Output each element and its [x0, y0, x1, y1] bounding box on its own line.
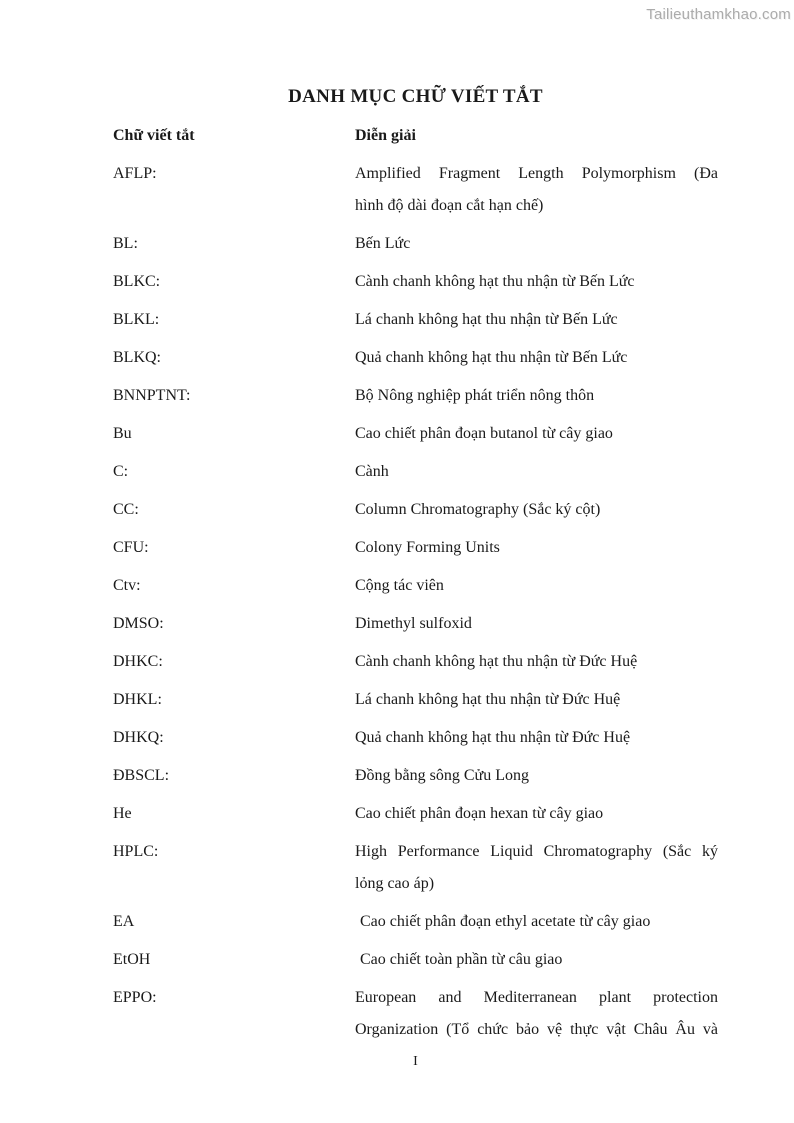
table-row: [113, 304, 718, 336]
table-row: [113, 532, 718, 564]
table-row: [113, 798, 718, 830]
description-cell: [355, 570, 718, 602]
table-row: [113, 760, 718, 792]
abbreviation-cell: BL:: [113, 235, 138, 252]
abbreviation-cell: CC:: [113, 501, 139, 518]
table-row: [113, 158, 718, 222]
description-cell: [355, 494, 718, 526]
table-row: [113, 722, 718, 754]
description-line: Quả chanh không hạt thu nhận từ Bến Lức: [355, 349, 628, 366]
table-row: [113, 906, 718, 938]
column-header-description: Diễn giải: [355, 127, 416, 144]
abbreviation-cell: BNNPTNT:: [113, 387, 191, 404]
table-row: [113, 342, 718, 374]
page-number: I: [413, 1054, 418, 1069]
table-header-row: [113, 120, 718, 152]
description-line: Dimethyl sulfoxid: [355, 615, 472, 632]
abbreviation-cell: EPPO:: [113, 989, 157, 1006]
description-line: Bến Lức: [355, 235, 411, 252]
abbreviation-cell: AFLP:: [113, 165, 157, 182]
abbreviation-cell: CFU:: [113, 539, 149, 556]
description-line: Amplified Fragment Length Polymorphism (Đa: [355, 165, 718, 182]
table-row: [113, 836, 718, 900]
description-line: Lá chanh không hạt thu nhận từ Bến Lức: [355, 311, 618, 328]
description-cell: [355, 228, 718, 260]
table-row: [113, 266, 718, 298]
abbreviation-cell: C:: [113, 463, 129, 480]
description-line: Đồng bằng sông Cửu Long: [355, 767, 529, 784]
column-header-description-cell: [355, 120, 718, 152]
description-line: High Performance Liquid Chromatography (Sắc ký: [355, 843, 718, 860]
table-row: [113, 944, 718, 976]
description-cell: [355, 266, 718, 298]
table-body: [113, 158, 718, 1046]
description-line: Cành chanh không hạt thu nhận từ Đức Huệ: [355, 653, 638, 670]
abbreviation-cell: He: [113, 805, 132, 822]
description-line: Bộ Nông nghiệp phát triển nông thôn: [355, 387, 595, 404]
description-cell: [355, 158, 718, 222]
abbreviation-table: [113, 120, 718, 1046]
column-header-abbreviation: Chữ viết tắt: [113, 127, 195, 144]
table-row: [113, 494, 718, 526]
description-cell: [355, 646, 718, 678]
table-row: [113, 646, 718, 678]
description-cell: [355, 608, 718, 640]
abbreviation-cell: DHKC:: [113, 653, 163, 670]
description-cell: [355, 532, 718, 564]
description-line: Lá chanh không hạt thu nhận từ Đức Huệ: [355, 691, 621, 708]
description-cell: [355, 760, 718, 792]
abbreviation-cell: DHKL:: [113, 691, 162, 708]
page-title: DANH MỤC CHỮ VIẾT TẮT: [288, 86, 543, 107]
description-cell: [355, 380, 718, 412]
description-line: Column Chromatography (Sắc ký cột): [355, 501, 601, 518]
abbreviation-cell: ĐBSCL:: [113, 767, 170, 784]
description-line: hình độ dài đoạn cắt hạn chế): [355, 197, 544, 214]
description-cell: [355, 418, 718, 450]
table-row: [113, 982, 718, 1046]
description-line: Organization (Tổ chức bảo vệ thực vật Châu Âu và: [355, 1021, 718, 1038]
description-line: European and Mediterranean plant protection: [355, 989, 718, 1006]
description-line: Cành: [355, 463, 389, 480]
description-line: lỏng cao áp): [355, 875, 435, 892]
table-row: [113, 684, 718, 716]
description-cell: [355, 304, 718, 336]
table-row: [113, 418, 718, 450]
table-row: [113, 380, 718, 412]
description-line: Cành chanh không hạt thu nhận từ Bến Lức: [355, 273, 635, 290]
description-cell: [355, 342, 718, 374]
description-line: Cao chiết phân đoạn ethyl acetate từ cây giao: [360, 913, 651, 930]
description-cell: [355, 456, 718, 488]
abbreviation-cell: BLKL:: [113, 311, 160, 328]
abbreviation-cell: BLKQ:: [113, 349, 161, 366]
description-cell: [355, 836, 718, 900]
description-line: Cao chiết toàn phần từ câu giao: [360, 951, 563, 968]
abbreviation-cell: Bu: [113, 425, 132, 442]
abbreviation-cell: EtOH: [113, 951, 151, 968]
description-line: Cao chiết phân đoạn hexan từ cây giao: [355, 805, 604, 822]
description-cell: [355, 684, 718, 716]
table-row: [113, 456, 718, 488]
description-cell: [355, 906, 718, 938]
description-cell: [355, 982, 718, 1046]
watermark-text: Tailieuthamkhao.com: [646, 6, 791, 23]
abbreviation-cell: HPLC:: [113, 843, 159, 860]
table-row: [113, 228, 718, 260]
description-line: Quả chanh không hạt thu nhận từ Đức Huệ: [355, 729, 631, 746]
table-row: [113, 570, 718, 602]
description-line: Cao chiết phân đoạn butanol từ cây giao: [355, 425, 613, 442]
description-line: Colony Forming Units: [355, 539, 500, 556]
abbreviation-cell: DHKQ:: [113, 729, 164, 746]
description-cell: [355, 944, 718, 976]
abbreviation-cell: Ctv:: [113, 577, 141, 594]
abbreviation-cell: EA: [113, 913, 135, 930]
abbreviation-cell: BLKC:: [113, 273, 161, 290]
description-cell: [355, 798, 718, 830]
description-cell: [355, 722, 718, 754]
abbreviation-cell: DMSO:: [113, 615, 164, 632]
table-row: [113, 608, 718, 640]
description-line: Cộng tác viên: [355, 577, 444, 594]
